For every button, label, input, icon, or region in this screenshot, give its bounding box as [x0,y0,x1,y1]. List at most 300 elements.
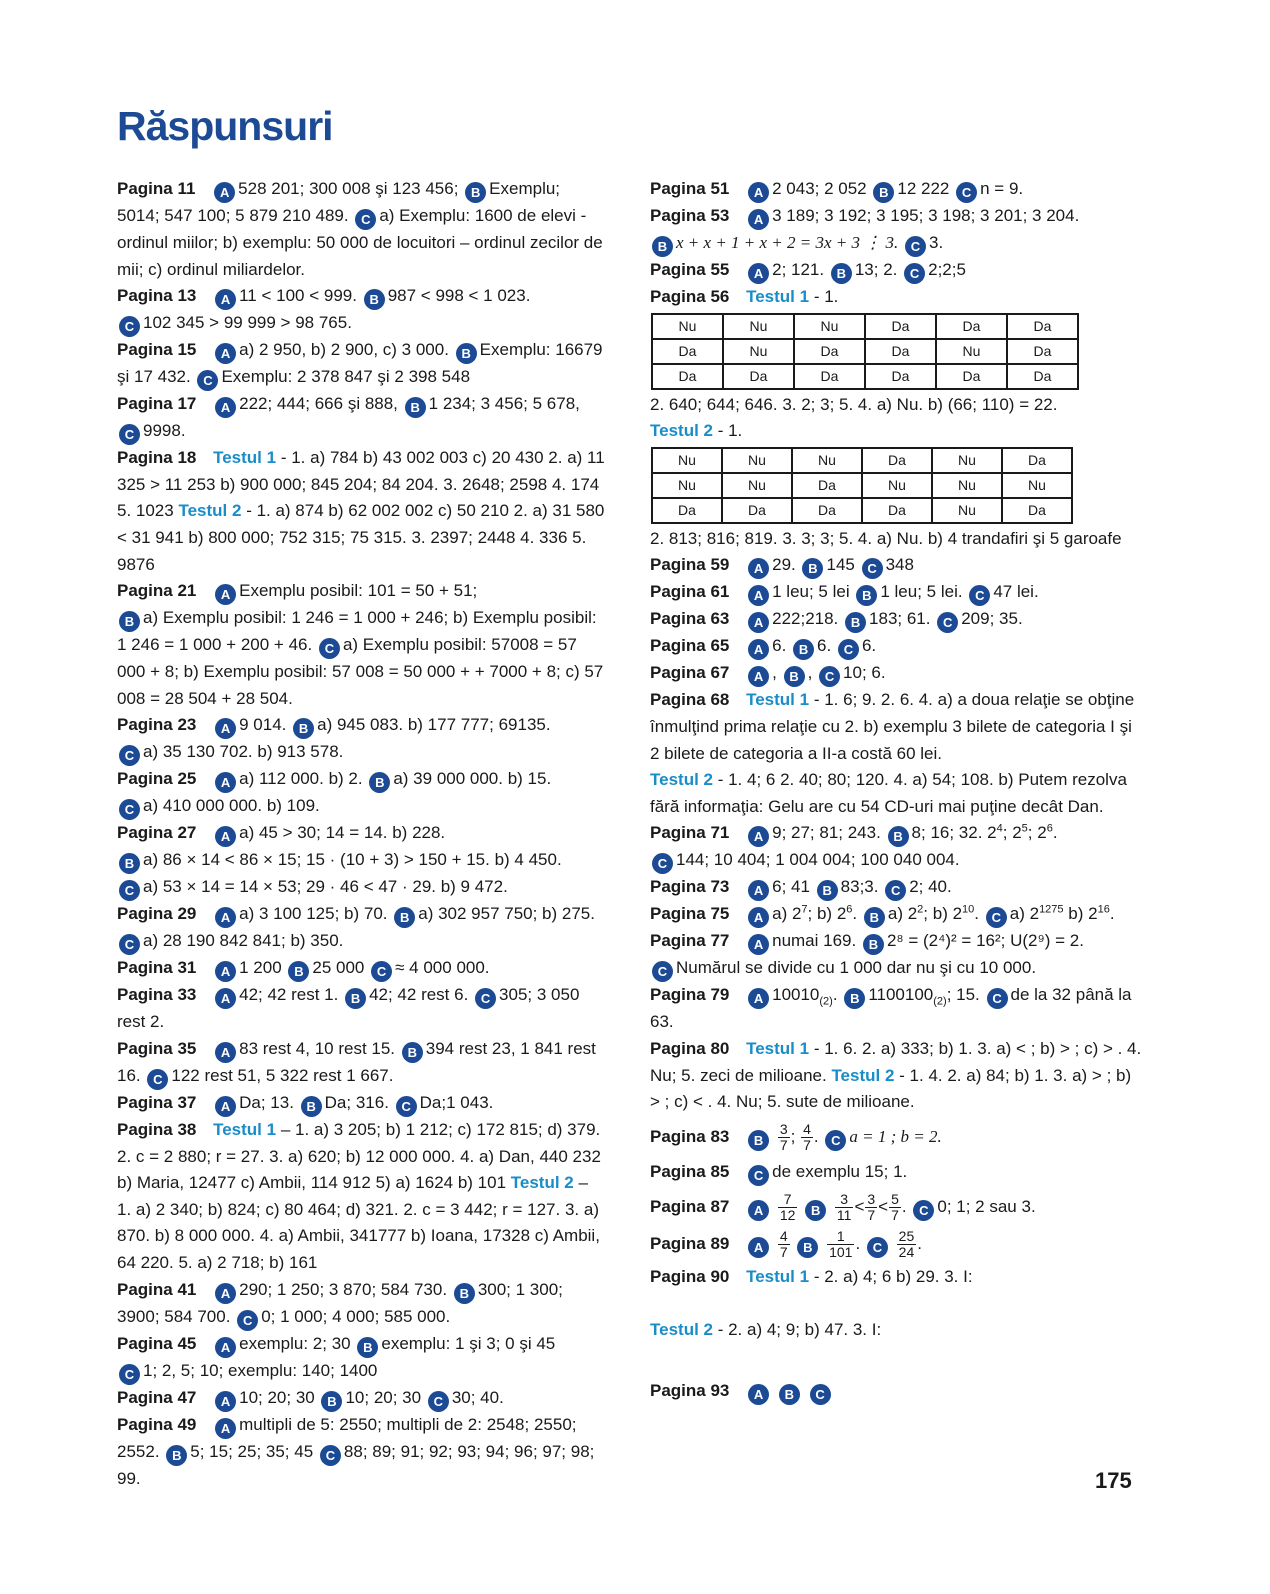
answer-b: 1 leu; 5 lei. [880,582,963,602]
table-cell: Nu [722,473,792,498]
c-marker-icon: C [197,370,218,391]
b-marker-icon: B [166,1445,187,1466]
answer-pagina-77 [650,928,1145,982]
answer-pagina-71 [650,820,1145,874]
answer-c: 102 345 > 99 999 > 98 765. [143,313,352,333]
a-marker-icon: A [748,907,769,928]
answer-pagina-75 [650,901,1145,928]
b-marker-icon: B [301,1096,322,1117]
a-marker-icon: A [215,1391,236,1412]
answer-a: 9; 27; 81; 243. [772,823,881,843]
answer-b: 2⁸ = (2⁴)² = 16²; U(2⁹) = 2. [886,931,1084,951]
table-row [652,339,1078,364]
page-label: Pagina 49 [117,1414,197,1434]
answer-b: 1100100 [868,985,934,1005]
answer-a: Da; 13. [239,1092,294,1112]
a-marker-icon: A [748,182,769,203]
answer-pagina-33 [117,982,605,1036]
page-label: Pagina 11 [117,179,196,198]
answer-c: ≈ 4 000 000. [395,958,490,978]
answer-c: 47 lei. [993,582,1039,602]
page-label: Pagina 53 [650,206,730,225]
test-1-label: Testul 1 [746,1038,810,1058]
table-cell: Da [792,473,862,498]
answer-a: 1 leu; 5 lei [772,582,850,602]
table-row [652,473,1072,498]
a-marker-icon: A [215,1337,236,1358]
page-label: Pagina 51 [650,179,730,198]
answer-pagina-83 [650,1122,1145,1153]
fraction [778,1192,798,1223]
denominator: 7 [779,1136,788,1153]
answer-b: 183; 61. [869,609,931,629]
answer-c: a) 2 [1009,904,1040,924]
b-marker-icon: B [119,853,140,874]
answer-c: 9998. [143,421,186,441]
table-cell: Nu [932,473,1002,498]
test-1-text: - 1. 6; 9. 2. 6. 4. a) a doua relaţie se obţine înmulţind prima relaţie cu 2. b) exemplu 3 bilete de categoria I şi 2 bilete de categoria a II-a costă 60 lei. [650,690,1135,763]
c-marker-icon: C [885,880,906,901]
b-marker-icon: B [863,934,884,955]
a-marker-icon: A [748,880,769,901]
answer-c: 305; 3 050 rest 2. [117,985,580,1032]
table-row [652,498,1072,523]
exponent: 5 [1021,822,1028,835]
answer-a: 3 189; 3 192; 3 195; 3 198; 3 201; 3 204. [772,206,1080,225]
table-cell: Da [862,498,932,523]
table-cell: Da [862,448,932,473]
test-2-text: - 1. [717,421,743,441]
c-marker-icon: C [119,880,140,901]
c-marker-icon: C [905,236,926,257]
answer-c: a) Exemplu posibil: 57008 = 57 000 + 8; b) Exemplu posibil: 57 008 = 50 000 + + 7000 + 8; c) 57 008 = 28 504 + 28 504. [117,635,604,708]
page-label: Pagina 13 [117,286,197,306]
table-cell: Nu [862,473,932,498]
answer-b: a) Exemplu posibil: 1 246 = 1 000 + 246; b) Exemplu posibil: 1 246 = 1 000 + 200 + 46. [117,608,597,655]
c-marker-icon: C [147,1069,168,1090]
answer-b: 10; 20; 30 [345,1387,422,1407]
page-label: Pagina 89 [650,1233,730,1253]
numerator: 5 [891,1190,899,1207]
test-2-label: Testul 2 [650,770,713,790]
table-cell: Nu [792,448,862,473]
a-marker-icon: A [215,988,236,1009]
answer-a: Exemplu posibil: 101 = 50 + 51; [239,581,478,601]
c-marker-icon: C [320,1445,341,1466]
answer-pagina-29 [117,901,605,955]
page-label: Pagina 33 [117,985,197,1005]
c-marker-icon: C [867,1237,888,1258]
answer-pagina-53 [650,203,1145,257]
table-row [652,448,1072,473]
b-marker-icon: B [364,289,385,310]
answer-c: 2; 40. [909,877,952,897]
answer-c: a = 1 ; b = 2. [849,1126,942,1146]
a-marker-icon: A [215,1283,236,1304]
answer-c: Numărul se divide cu 1 000 dar nu şi cu 10 000. [676,958,1037,978]
a-marker-icon: A [748,209,769,230]
answer-pagina-68 [650,687,1145,820]
a-marker-icon: A [215,772,236,793]
b-marker-icon: B [456,343,477,364]
table-cell: Nu [723,339,794,364]
table-cell: Da [794,364,865,389]
answer-b: 12 222 [897,179,950,198]
a-marker-icon: A [214,182,235,203]
answer-b: 42; 42 rest 6. [369,985,469,1005]
answer-a: 6; 41 [772,877,810,897]
c-marker-icon: C [237,1310,258,1331]
b-marker-icon: B [793,639,814,660]
answer-b: x + x + 1 + x + 2 = 3x + 3 ⋮ 3. [676,233,899,252]
test-2-label: Testul 2 [831,1065,895,1085]
answer-c: 144; 10 404; 1 004 004; 100 040 004. [676,850,960,870]
test-2-label: Testul 2 [510,1173,574,1193]
b-marker-icon: B [856,585,877,606]
page-label: Pagina 65 [650,636,730,656]
answer-a: exemplu: 2; 30 [239,1333,351,1353]
answer-pagina-89 [650,1229,1145,1260]
table-cell: Da [1007,339,1078,364]
table-cell: Nu [794,314,865,339]
a-marker-icon: A [748,988,769,1009]
numerator: 4 [779,1227,788,1244]
answer-pagina-73 [650,874,1145,901]
table-cell: Nu [932,448,1002,473]
answer-pagina-80 [650,1036,1145,1116]
a-marker-icon: A [748,826,769,847]
answer-a: 528 201; 300 008 şi 123 456; [238,179,459,198]
c-marker-icon: C [396,1096,417,1117]
page-label: Pagina 87 [650,1196,730,1216]
answer-pagina-45 [117,1331,605,1385]
denominator: 12 [779,1206,796,1223]
page-label: Pagina 79 [650,985,730,1005]
exponent: 2 [917,903,924,916]
answer-c: a) 410 000 000. b) 109. [143,796,320,816]
page-label: Pagina 31 [117,958,197,978]
answer-pagina-11 [117,176,605,283]
fraction [778,1122,790,1153]
a-marker-icon: A [748,934,769,955]
page-label: Pagina 21 [117,581,197,601]
a-marker-icon: A [215,343,236,364]
table-cell: Nu [652,314,723,339]
answer-b: a) 302 957 750; b) 275. [418,904,595,924]
answer-c: n = 9. [980,179,1024,198]
separator: ; [790,1126,796,1146]
answer-pagina-38 [117,1117,605,1277]
c-marker-icon: C [319,638,340,659]
a-marker-icon: A [215,961,236,982]
fraction [865,1192,877,1223]
answer-pagina-87 [650,1192,1145,1223]
test-2-label: Testul 2 [178,501,242,521]
answer-c: a) 28 190 842 841; b) 350. [143,931,344,951]
fraction [778,1229,790,1260]
page-label: Pagina 90 [650,1266,730,1286]
c-marker-icon: C [119,799,140,820]
table-cell: Da [865,314,936,339]
answer-b-part: ; b) 2 [923,904,963,924]
left-column [117,176,605,1492]
answer-c: de exemplu 15; 1. [772,1161,908,1181]
answer-pagina-67 [650,660,1145,687]
b-marker-icon: B [864,907,885,928]
c-marker-icon: C [986,907,1007,928]
answer-b: 5; 15; 25; 35; 45 [190,1441,314,1461]
answer-b: a) 39 000 000. b) 15. [393,769,552,789]
page-label: Pagina 71 [650,823,730,843]
answer-pagina-59 [650,552,1145,579]
table-cell: Nu [652,473,722,498]
page-number: 175 [1095,1468,1132,1493]
answer-a: a) 2 950, b) 2 900, c) 3 000. [239,340,449,360]
answer-c: 30; 40. [451,1387,504,1407]
test-1-label: Testul 1 [213,448,277,468]
test-1-label: Testul 1 [746,1266,810,1286]
answer-a: a) 2 [772,904,802,924]
test-1-more: 2. 640; 644; 646. 3. 2; 3; 5. 4. a) Nu. b) (66; 110) = 22. [650,394,1058,414]
b-marker-icon: B [817,880,838,901]
answer-b: 300; 1 300; 3900; 584 700. [117,1279,563,1326]
answer-c: 2;2;5 [928,260,966,279]
answer-b: 13; 2. [854,260,898,279]
table-cell: Nu [936,339,1007,364]
b-marker-icon: B [873,182,894,203]
answer-b-part: . [974,904,980,924]
answer-a: a) 45 > 30; 14 = 14. b) 228. [239,823,446,843]
answer-c-part: b) 2 [1063,904,1098,924]
answer-pagina-47 [117,1385,605,1412]
page-label: Pagina 55 [650,260,730,279]
page-label: Pagina 75 [650,904,730,924]
table-cell: Nu [722,448,792,473]
denominator: 7 [867,1206,876,1223]
answer-a: multipli de 5: 2550; multipli de 2: 2548; 2550; 2552. [117,1414,577,1461]
fraction [889,1192,901,1223]
answer-b: 145 [826,555,855,575]
c-marker-icon: C [838,639,859,660]
a-marker-icon: A [215,289,236,310]
page-label: Pagina 37 [117,1092,197,1112]
page-label: Pagina 59 [650,555,730,575]
answer-pagina-55 [650,257,1145,284]
answer-table-test-2 [651,447,1073,524]
answer-b-part: ; 15. [946,985,980,1005]
c-marker-icon: C [428,1391,449,1412]
answer-pagina-49 [117,1412,605,1493]
test-1-text: - 2. a) 4; 6 b) 29. 3. I: [813,1266,973,1286]
table-cell: Da [652,498,722,523]
a-marker-icon: A [748,263,769,284]
answer-pagina-56 [650,284,1145,552]
answer-a: 9 014. [239,715,287,735]
page-label: Pagina 47 [117,1387,197,1407]
separator: . [917,1233,922,1253]
test-2-label: Testul 2 [650,1319,713,1339]
answer-c: 1; 2, 5; 10; exemplu: 140; 1400 [143,1360,378,1380]
answer-a: a) 3 100 125; b) 70. [239,904,388,924]
answer-b: exemplu: 1 şi 3; 0 şi 45 [381,1333,556,1353]
a-marker-icon: A [748,666,769,687]
table-cell: Da [722,498,792,523]
answer-pagina-79 [650,982,1145,1036]
answer-a: a) 112 000. b) 2. [239,769,363,789]
separator: , [772,663,777,683]
answer-b: Exemplu: 16679 şi 17 432. [117,340,603,387]
fraction [835,1192,854,1223]
page-label: Pagina 77 [650,931,730,951]
a-marker-icon: A [215,1042,236,1063]
page-label: Pagina 73 [650,877,730,897]
answer-a: 10; 20; 30 [239,1387,315,1407]
answer-pagina-63 [650,606,1145,633]
b-marker-icon: B [888,826,909,847]
answer-b: a) 945 083. b) 177 777; 69135. [317,715,551,735]
b-marker-icon: B [779,1384,800,1405]
a-marker-icon: A [215,718,236,739]
numerator: 4 [803,1120,811,1137]
answer-pagina-41 [117,1277,605,1331]
exponent: 4 [996,822,1003,835]
page-label: Pagina 41 [117,1279,197,1299]
numerator: 3 [835,1192,854,1208]
test-2-text: - 1. 4; 6 2. 40; 80; 120. 4. a) 54; 108. b) Putem rezolva fără informaţia: Gelu are cu 54 CD-uri mai puţine decât Dan. [650,770,1127,816]
b-marker-icon: B [748,1130,769,1151]
table-cell: Da [865,339,936,364]
b-marker-icon: B [454,1283,475,1304]
base-subscript: (2) [819,995,833,1008]
b-marker-icon: B [369,772,390,793]
a-marker-icon: A [748,612,769,633]
exponent: 7 [801,903,808,916]
base-subscript: (2) [933,995,947,1008]
answer-c: a) 53 × 14 = 14 × 53; 29 · 46 < 47 · 29. b) 9 472. [143,877,508,897]
table-cell: Da [652,339,723,364]
c-marker-icon: C [355,209,376,230]
answer-b-part: . [1052,823,1058,843]
c-marker-icon: C [969,585,990,606]
denominator: 7 [779,1243,788,1260]
a-marker-icon: A [215,397,236,418]
c-marker-icon: C [652,853,673,874]
answer-c: 0; 1; 2 sau 3. [937,1196,1036,1216]
a-marker-icon: A [215,907,236,928]
c-marker-icon: C [748,1165,769,1186]
b-marker-icon: B [652,236,673,257]
answer-c: Da;1 043. [419,1092,494,1112]
page-label: Pagina 45 [117,1333,197,1353]
b-marker-icon: B [293,718,314,739]
c-marker-icon: C [904,263,925,284]
page-label: Pagina 85 [650,1161,730,1181]
less-than: < [854,1196,865,1216]
answer-a: 1 200 [239,958,282,978]
table-cell: Da [1002,448,1072,473]
separator: . [901,1196,907,1216]
answer-c: 0; 1 000; 4 000; 585 000. [261,1306,451,1326]
c-marker-icon: C [937,612,958,633]
b-marker-icon: B [402,1042,423,1063]
answer-pagina-15 [117,337,605,391]
b-marker-icon: B [784,666,805,687]
b-marker-icon: B [805,1200,826,1221]
answer-a: numai 169. [772,931,857,951]
answer-b: Exemplu; 5014; 547 100; 5 879 210 489. [117,179,561,225]
page-label: Pagina 38 [117,1119,197,1139]
c-marker-icon: C [652,961,673,982]
exponent: 10 [962,903,975,916]
test-2-text: - 2. a) 4; 9; b) 47. 3. I: [717,1319,882,1339]
less-than: < [878,1196,889,1216]
table-cell: Da [936,364,1007,389]
b-marker-icon: B [405,397,426,418]
answer-pagina-90 [650,1264,1145,1344]
answer-a: 222; 444; 666 şi 888, [239,394,398,414]
answer-b: a) 86 × 14 < 86 × 15; 15 · (10 + 3) > 150 + 15. b) 4 450. [143,850,562,870]
c-marker-icon: C [119,1364,140,1385]
c-marker-icon: C [119,934,140,955]
answer-table-test-1 [651,313,1079,390]
c-marker-icon: C [371,961,392,982]
answer-b: Da; 316. [324,1092,389,1112]
table-cell: Da [792,498,862,523]
test-1-text: - 1. [813,287,839,306]
c-marker-icon: C [119,745,140,766]
c-marker-icon: C [987,988,1008,1009]
table-cell: Da [1007,314,1078,339]
answer-b: 25 000 [312,958,365,978]
a-marker-icon: A [748,639,769,660]
page-label: Pagina 68 [650,690,730,710]
answer-a: 10010 [772,985,820,1005]
a-marker-icon: A [748,585,769,606]
a-marker-icon: A [748,1237,769,1258]
answer-c: 209; 35. [961,609,1023,629]
answer-pagina-27 [117,820,605,901]
page-label: Pagina 83 [650,1126,730,1146]
fraction [801,1122,813,1153]
answer-c: 88; 89; 91; 92; 93; 94; 96; 97; 98; 99. [117,1441,595,1488]
answer-c: Exemplu: 2 378 847 şi 2 398 548 [221,367,471,387]
denominator: 11 [836,1206,852,1223]
table-cell: Nu [723,314,794,339]
page-label: Pagina 63 [650,609,730,629]
b-marker-icon: B [321,1391,342,1412]
a-marker-icon: A [215,1418,236,1439]
table-cell: Da [1007,364,1078,389]
page-label: Pagina 27 [117,823,197,843]
answer-b: 1 234; 3 456; 5 678, [428,394,580,414]
table-cell: Nu [932,498,1002,523]
fraction [897,1229,917,1260]
answer-a-part: . [832,985,838,1005]
b-marker-icon: B [845,612,866,633]
page-label: Pagina 23 [117,715,197,735]
answer-c: de la 32 până la 63. [650,985,1132,1032]
answer-a: 42; 42 rest 1. [239,985,339,1005]
b-marker-icon: B [465,182,486,203]
answer-pagina-25 [117,766,605,820]
answer-a: 83 rest 4, 10 rest 15. [239,1038,396,1058]
answer-b: 83;3. [840,877,879,897]
c-marker-icon: C [810,1384,831,1405]
exponent: 6 [1046,822,1053,835]
answer-a: 222;218. [772,609,839,629]
exponent: 16 [1097,903,1110,916]
c-marker-icon: C [119,316,140,337]
